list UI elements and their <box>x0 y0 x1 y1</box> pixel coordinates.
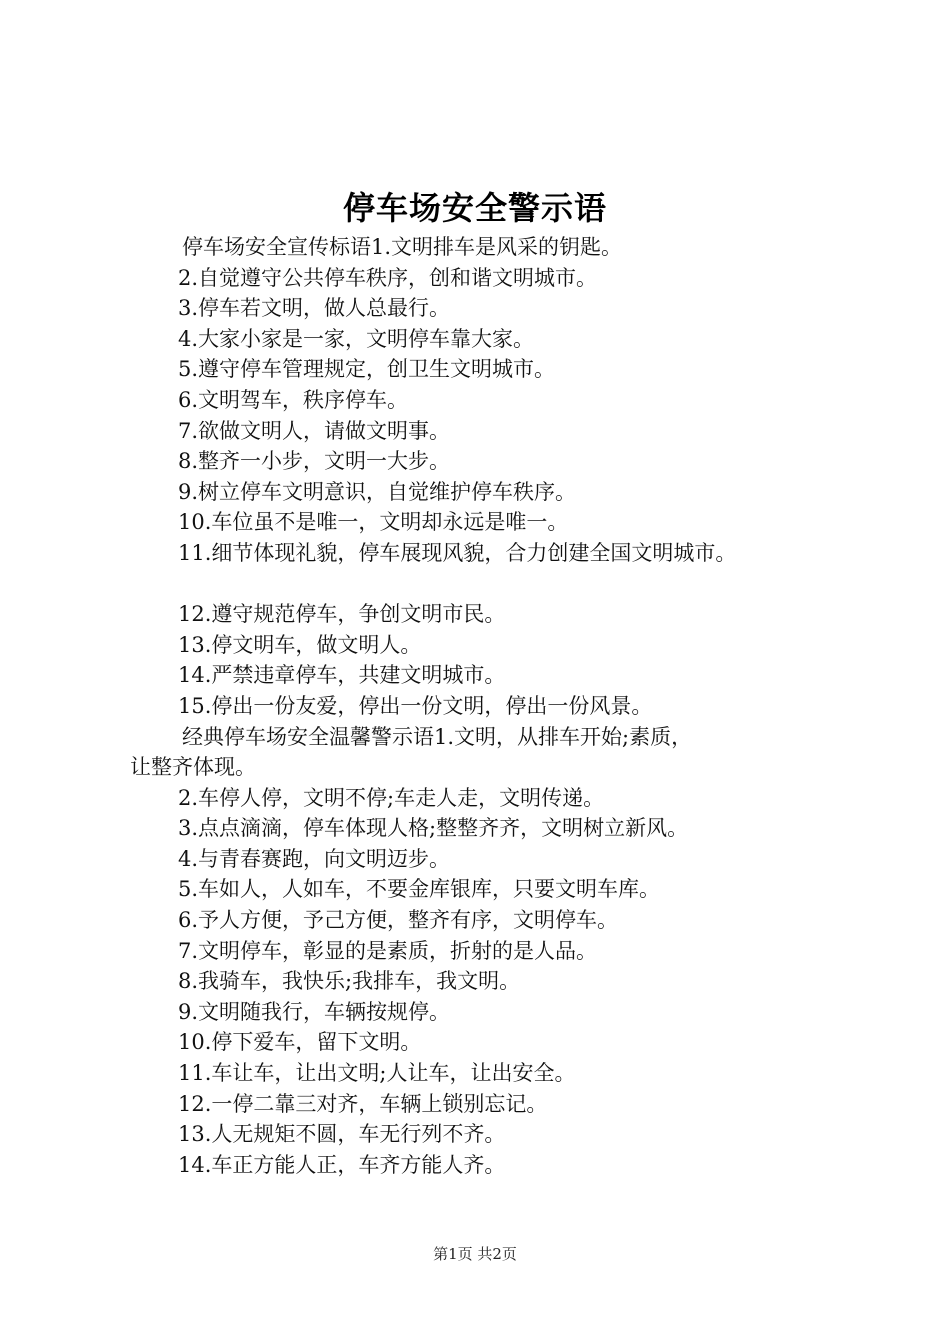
blank-line <box>130 569 860 600</box>
slogan-line: 13.人无规矩不圆，车无行列不齐。 <box>178 1122 506 1147</box>
slogan-line: 7.欲做文明人，请做文明事。 <box>178 418 451 443</box>
slogan-line: 8.整齐一小步，文明一大步。 <box>178 449 451 474</box>
slogan-line: 9.文明随我行，车辆按规停。 <box>178 999 451 1024</box>
slogan-line: 2.自觉遵守公共停车秩序，创和谐文明城市。 <box>178 265 598 290</box>
slogan-line: 15.停出一份友爱，停出一份文明，停出一份风景。 <box>178 693 653 718</box>
slogan-line: 6.文明驾车，秩序停车。 <box>178 387 409 412</box>
slogan-line: 5.遵守停车管理规定，创卫生文明城市。 <box>178 357 556 382</box>
slogan-line: 10.车位虽不是唯一，文明却永远是唯一。 <box>178 510 569 535</box>
slogan-line: 6.予人方便，予己方便，整齐有序，文明停车。 <box>178 908 619 933</box>
slogan-line: 11.细节体现礼貌，停车展现风貌，合力创建全国文明城市。 <box>178 540 737 565</box>
slogan-line: 11.车让车，让出文明;人让车，让出安全。 <box>178 1061 576 1086</box>
slogan-line: 4.大家小家是一家，文明停车靠大家。 <box>178 326 535 351</box>
slogan-line: 9.树立停车文明意识，自觉维护停车秩序。 <box>178 479 577 504</box>
document-body <box>130 232 860 1180</box>
slogan-line: 4.与青春赛跑，向文明迈步。 <box>178 846 451 871</box>
paragraph-line: 经典停车场安全温馨警示语1.文明，从排车开始;素质， <box>182 724 693 749</box>
slogan-line: 2.车停人停，文明不停;车走人走，文明传递。 <box>178 785 605 810</box>
slogan-line: 14.严禁违章停车，共建文明城市。 <box>178 663 506 688</box>
slogan-line: 5.车如人，人如车，不要金库银库，只要文明车库。 <box>178 877 661 902</box>
slogan-line: 3.点点滴滴，停车体现人格;整整齐齐，文明树立新风。 <box>178 816 689 841</box>
slogan-line: 让整齐体现。 <box>130 755 256 780</box>
slogan-line: 12.遵守规范停车，争创文明市民。 <box>178 602 506 627</box>
slogan-line: 13.停文明车，做文明人。 <box>178 632 422 657</box>
slogan-line: 12.一停二靠三对齐，车辆上锁别忘记。 <box>178 1091 548 1116</box>
page-footer: 第1页 共2页 <box>433 1245 517 1263</box>
slogan-line: 8.我骑车，我快乐;我排车，我文明。 <box>178 969 521 994</box>
slogan-line: 10.停下爱车，留下文明。 <box>178 1030 422 1055</box>
slogan-line: 7.文明停车，彰显的是素质，折射的是人品。 <box>178 938 598 963</box>
slogan-line: 14.车正方能人正，车齐方能人齐。 <box>178 1152 506 1177</box>
slogan-line: 3.停车若文明，做人总最行。 <box>178 296 451 321</box>
paragraph-line: 停车场安全宣传标语1.文明排车是风采的钥匙。 <box>182 235 623 259</box>
document-title: 停车场安全警示语 <box>342 189 607 227</box>
